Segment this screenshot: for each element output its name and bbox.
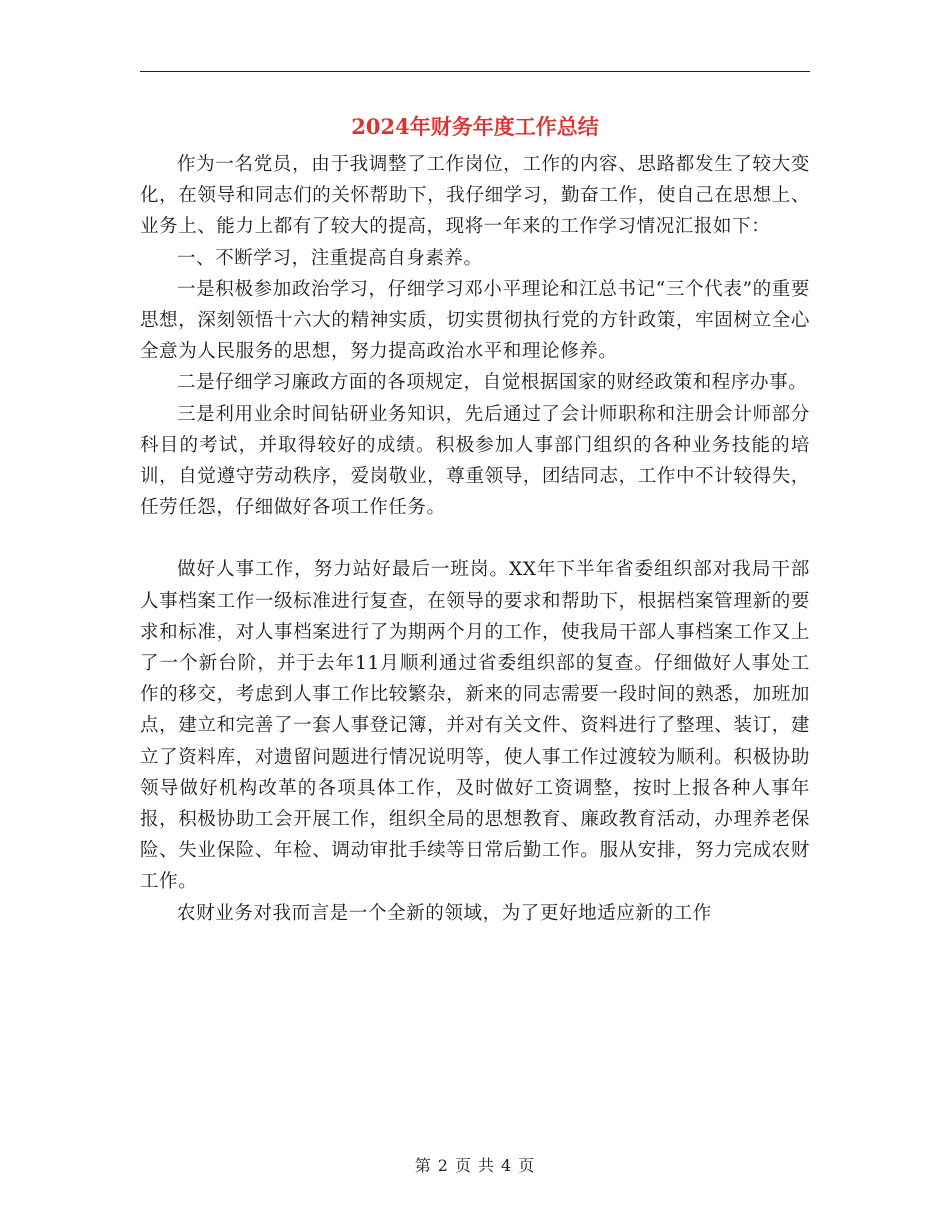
header-rule (140, 71, 810, 72)
document-body (140, 149, 810, 929)
footer-suffix: 页 (518, 1156, 536, 1175)
paragraph-political-study: 一是积极参加政治学习，仔细学习邓小平理论和江总书记“三个代表”的重要思想，深刻领悟十六大的精神实质，切实贯彻执行党的方针政策，牢固树立全心全意为人民服务的思想，努力提高政治水平和理论修养。 (140, 278, 810, 363)
paragraph-agri-finance: 农财业务对我而言是一个全新的领域，为了更好地适应新的工作 (177, 902, 712, 924)
page-footer (0, 1153, 950, 1176)
paragraph-intro: 作为一名党员，由于我调整了工作岗位，工作的内容、思路都发生了较大变化，在领导和同志们的关怀帮助下，我仔细学习，勤奋工作，使自己在思想上、业务上、能力上都有了较大的提高，现将一年来的工作学习情况汇报如下： (140, 154, 810, 238)
document-title: 2024年财务年度工作总结 (351, 114, 599, 139)
paragraph-integrity-rules: 二是仔细学习廉政方面的各项规定，自觉根据国家的财经政策和程序办事。 (177, 372, 808, 394)
footer-middle: 页 共 (454, 1156, 496, 1175)
paragraph-personnel-work: 做好人事工作，努力站好最后一班岗。XX年下半年省委组织部对我局干部人事档案工作一级标准进行复查，在领导的要求和帮助下，根据档案管理新的要求和标准，对人事档案进行了为期两个月的工作，使我局干部人事档案工作又上了一个新台阶，并于去年11月顺利通过省委组织部的复查。仔细做好人事处工作的移交，考虑到人事工作比较繁杂，新来的同志需要一段时间的熟悉，加班加点，建立和完善了一套人事登记簿，并对有关文件、资料进行了整理、装订，建立了资料库，对遗留问题进行情况说明等，使人事工作过渡较为顺利。积极协助领导做好机构改革的各项具体工作，及时做好工资调整，按时上报各种人事年报，积极协助工会开展工作，组织全局的思想教育、廉政教育活动，办理养老保险、失业保险、年检、调动审批手续等日常后勤工作。服从安排，努力完成农财工作。 (140, 559, 810, 893)
footer-prefix: 第 (414, 1156, 432, 1175)
paragraph-professional-study: 三是利用业余时间钻研业务知识，先后通过了会计师职称和注册会计师部分科目的考试，并取得较好的成绩。积极参加人事部门组织的各种业务技能的培训，自觉遵守劳动秩序，爱岗敬业，尊重领导，团结同志，工作中不计较得失，任劳任怨，仔细做好各项工作任务。 (140, 403, 810, 519)
total-page-count: 4 (501, 1156, 513, 1175)
current-page-number: 2 (437, 1156, 449, 1175)
section-heading-study: 一、不断学习，注重提高自身素养。 (177, 247, 483, 269)
